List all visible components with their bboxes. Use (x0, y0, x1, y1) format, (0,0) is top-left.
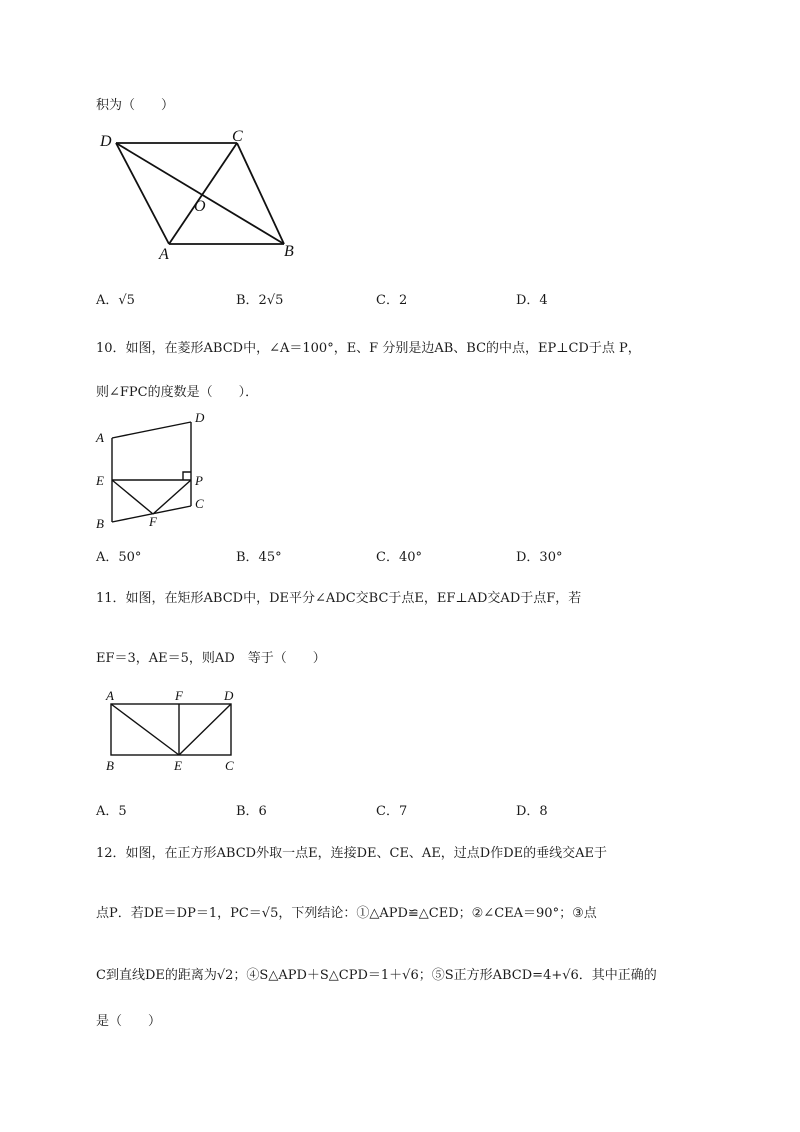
label-C: C (195, 496, 204, 511)
q10-option-b: B．45° (236, 550, 282, 565)
segment-ae (111, 704, 179, 755)
label-A: A (159, 246, 169, 263)
q9-option-a: A．√5 (96, 293, 135, 308)
label-D: D (100, 133, 112, 150)
q10-option-a: A．50° (96, 550, 142, 565)
label-A: A (96, 430, 104, 445)
label-C: C (232, 128, 243, 145)
rectangle-abcd (111, 704, 231, 755)
q10-option-d: D．30° (516, 550, 563, 565)
label-E: E (96, 473, 104, 488)
label-E: E (174, 758, 182, 773)
label-P: P (195, 473, 203, 488)
q9-option-c: C．2 (376, 293, 408, 308)
label-B: B (106, 758, 114, 773)
segment-fp (153, 480, 191, 514)
q10-figure-rhombus (92, 410, 222, 535)
q10-stem-line2: 则∠FPC的度数是（ ）． (96, 385, 259, 400)
q12-stem-line1: 12．如图，在正方形ABCD外取一点E，连接DE、CE、AE，过点D作DE的垂线交AE于 (96, 846, 608, 861)
q11-figure-rectangle (98, 686, 258, 778)
label-B: B (284, 243, 294, 260)
segment-de (179, 704, 231, 755)
right-angle-mark (183, 472, 191, 480)
label-F: F (175, 688, 183, 703)
label-B: B (96, 516, 104, 531)
diagonal-db (116, 143, 284, 244)
q9-stem-tail: 积为（ ） (96, 98, 175, 113)
label-D: D (195, 410, 205, 425)
diagonal-ac (169, 143, 237, 244)
q12-stem-line4: 是（ ） (96, 1014, 162, 1029)
q11-stem-line2: EF＝3，AE＝5，则AD 等于（ ） (96, 651, 326, 666)
q11-option-d: D．8 (516, 804, 548, 819)
q11-option-a: A．5 (96, 804, 127, 819)
q11-option-b: B．6 (236, 804, 267, 819)
label-A: A (106, 688, 114, 703)
q11-option-c: C．7 (376, 804, 408, 819)
label-F: F (149, 514, 157, 529)
side-ad (112, 422, 191, 438)
q11-stem-line1: 11．如图，在矩形ABCD中，DE平分∠ADC交BC于点E，EF⊥AD交AD于点F，若 (96, 591, 582, 606)
label-C: C (225, 758, 234, 773)
label-O: O (194, 198, 206, 215)
q9-option-d: D．4 (516, 293, 548, 308)
q12-stem-line2: 点P．若DE＝DP＝1，PC＝√5，下列结论：①△APD≌△CED；②∠CEA＝90°；③点 (96, 906, 597, 921)
q12-stem-line3: C到直线DE的距离为√2；④S△APD＋S△CPD＝1＋√6；⑤S正方形ABCD=4+√6．其中正确的 (96, 968, 657, 983)
q10-stem-line1: 10．如图，在菱形ABCD中，∠A＝100°，E、F 分别是边AB、BC的中点，EP⊥CD于点 P， (96, 341, 641, 356)
label-D: D (224, 688, 234, 703)
q10-option-c: C．40° (376, 550, 422, 565)
segment-ef (112, 480, 153, 514)
q9-figure-rhombus (96, 126, 316, 266)
q9-option-b: B．2√5 (236, 293, 284, 308)
